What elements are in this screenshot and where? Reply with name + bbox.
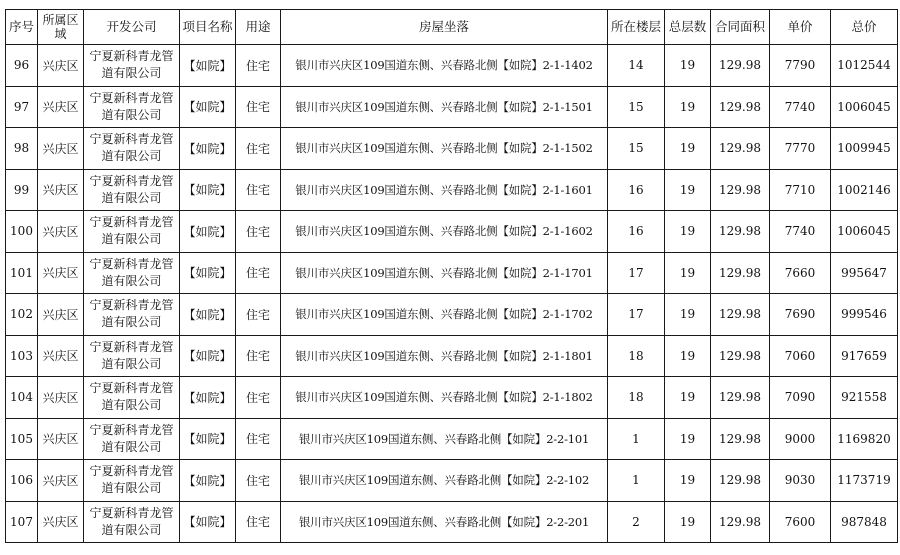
cell-total-floors: 19 — [665, 252, 711, 294]
cell-unit-price: 7740 — [770, 211, 831, 253]
cell-project: 【如院】 — [180, 86, 236, 128]
cell-project: 【如院】 — [180, 418, 236, 460]
cell-area: 129.98 — [711, 211, 770, 253]
cell-unit-price: 9030 — [770, 460, 831, 502]
cell-use: 住宅 — [236, 45, 281, 87]
cell-unit-price: 7600 — [770, 501, 831, 543]
cell-floor: 14 — [608, 45, 665, 87]
cell-district: 兴庆区 — [38, 45, 84, 87]
cell-unit-price: 7790 — [770, 45, 831, 87]
cell-floor: 18 — [608, 377, 665, 419]
cell-project: 【如院】 — [180, 45, 236, 87]
cell-no: 106 — [6, 460, 38, 502]
cell-total-floors: 19 — [665, 45, 711, 87]
cell-total-price: 1173719 — [831, 460, 898, 502]
cell-no: 101 — [6, 252, 38, 294]
housing-price-table — [5, 9, 898, 543]
cell-address: 银川市兴庆区109国道东侧、兴春路北侧【如院】2-2-102 — [281, 460, 608, 502]
cell-total-floors: 19 — [665, 294, 711, 336]
cell-address: 银川市兴庆区109国道东侧、兴春路北侧【如院】2-1-1702 — [281, 294, 608, 336]
cell-floor: 18 — [608, 335, 665, 377]
header-project: 项目名称 — [180, 10, 236, 45]
cell-unit-price: 7710 — [770, 169, 831, 211]
cell-no: 102 — [6, 294, 38, 336]
cell-no: 96 — [6, 45, 38, 87]
cell-use: 住宅 — [236, 377, 281, 419]
header-company: 开发公司 — [84, 10, 180, 45]
table-row — [6, 294, 898, 336]
cell-unit-price: 7660 — [770, 252, 831, 294]
table-row — [6, 377, 898, 419]
header-unit-price: 单价 — [770, 10, 831, 45]
cell-use: 住宅 — [236, 460, 281, 502]
cell-unit-price: 7060 — [770, 335, 831, 377]
cell-project: 【如院】 — [180, 294, 236, 336]
cell-district: 兴庆区 — [38, 377, 84, 419]
cell-project: 【如院】 — [180, 460, 236, 502]
cell-no: 103 — [6, 335, 38, 377]
cell-company: 宁夏新科青龙管道有限公司 — [84, 45, 180, 87]
cell-district: 兴庆区 — [38, 418, 84, 460]
cell-total-floors: 19 — [665, 128, 711, 170]
cell-company: 宁夏新科青龙管道有限公司 — [84, 418, 180, 460]
cell-area: 129.98 — [711, 335, 770, 377]
cell-area: 129.98 — [711, 377, 770, 419]
cell-company: 宁夏新科青龙管道有限公司 — [84, 169, 180, 211]
cell-use: 住宅 — [236, 128, 281, 170]
cell-area: 129.98 — [711, 501, 770, 543]
table-row — [6, 252, 898, 294]
cell-total-floors: 19 — [665, 169, 711, 211]
header-no: 序号 — [6, 10, 38, 45]
cell-company: 宁夏新科青龙管道有限公司 — [84, 377, 180, 419]
cell-total-price: 1012544 — [831, 45, 898, 87]
cell-address: 银川市兴庆区109国道东侧、兴春路北侧【如院】2-1-1502 — [281, 128, 608, 170]
cell-company: 宁夏新科青龙管道有限公司 — [84, 252, 180, 294]
cell-use: 住宅 — [236, 169, 281, 211]
table-row — [6, 418, 898, 460]
cell-project: 【如院】 — [180, 501, 236, 543]
cell-total-floors: 19 — [665, 335, 711, 377]
cell-total-floors: 19 — [665, 418, 711, 460]
cell-company: 宁夏新科青龙管道有限公司 — [84, 86, 180, 128]
cell-address: 银川市兴庆区109国道东侧、兴春路北侧【如院】2-2-101 — [281, 418, 608, 460]
cell-area: 129.98 — [711, 294, 770, 336]
header-area: 合同面积 — [711, 10, 770, 45]
cell-floor: 15 — [608, 128, 665, 170]
cell-no: 105 — [6, 418, 38, 460]
cell-unit-price: 7690 — [770, 294, 831, 336]
cell-area: 129.98 — [711, 169, 770, 211]
header-total-price: 总价 — [831, 10, 898, 45]
cell-unit-price: 7740 — [770, 86, 831, 128]
cell-use: 住宅 — [236, 294, 281, 336]
cell-no: 98 — [6, 128, 38, 170]
cell-project: 【如院】 — [180, 128, 236, 170]
cell-company: 宁夏新科青龙管道有限公司 — [84, 460, 180, 502]
cell-address: 银川市兴庆区109国道东侧、兴春路北侧【如院】2-1-1601 — [281, 169, 608, 211]
cell-total-floors: 19 — [665, 501, 711, 543]
cell-project: 【如院】 — [180, 169, 236, 211]
cell-address: 银川市兴庆区109国道东侧、兴春路北侧【如院】2-1-1602 — [281, 211, 608, 253]
cell-floor: 2 — [608, 501, 665, 543]
cell-floor: 1 — [608, 460, 665, 502]
cell-address: 银川市兴庆区109国道东侧、兴春路北侧【如院】2-2-201 — [281, 501, 608, 543]
cell-total-price: 1006045 — [831, 86, 898, 128]
cell-unit-price: 7770 — [770, 128, 831, 170]
cell-floor: 17 — [608, 294, 665, 336]
header-floor: 所在楼层 — [608, 10, 665, 45]
cell-area: 129.98 — [711, 252, 770, 294]
cell-use: 住宅 — [236, 418, 281, 460]
cell-unit-price: 9000 — [770, 418, 831, 460]
cell-address: 银川市兴庆区109国道东侧、兴春路北侧【如院】2-1-1701 — [281, 252, 608, 294]
table-row — [6, 501, 898, 543]
cell-address: 银川市兴庆区109国道东侧、兴春路北侧【如院】2-1-1802 — [281, 377, 608, 419]
header-district: 所属区域 — [38, 10, 84, 45]
cell-district: 兴庆区 — [38, 252, 84, 294]
table-body — [6, 45, 898, 543]
cell-total-price: 917659 — [831, 335, 898, 377]
table-row — [6, 335, 898, 377]
cell-district: 兴庆区 — [38, 460, 84, 502]
cell-company: 宁夏新科青龙管道有限公司 — [84, 211, 180, 253]
cell-area: 129.98 — [711, 86, 770, 128]
cell-floor: 16 — [608, 211, 665, 253]
cell-total-price: 1009945 — [831, 128, 898, 170]
table-row — [6, 460, 898, 502]
cell-company: 宁夏新科青龙管道有限公司 — [84, 501, 180, 543]
cell-project: 【如院】 — [180, 377, 236, 419]
cell-company: 宁夏新科青龙管道有限公司 — [84, 294, 180, 336]
cell-district: 兴庆区 — [38, 211, 84, 253]
cell-use: 住宅 — [236, 252, 281, 294]
header-address: 房屋坐落 — [281, 10, 608, 45]
header-use: 用途 — [236, 10, 281, 45]
table-header-row — [6, 10, 898, 45]
cell-area: 129.98 — [711, 460, 770, 502]
cell-no: 97 — [6, 86, 38, 128]
cell-floor: 15 — [608, 86, 665, 128]
table-container — [5, 9, 898, 543]
table-row — [6, 211, 898, 253]
cell-total-price: 987848 — [831, 501, 898, 543]
cell-district: 兴庆区 — [38, 169, 84, 211]
cell-total-price: 1002146 — [831, 169, 898, 211]
cell-floor: 17 — [608, 252, 665, 294]
cell-use: 住宅 — [236, 86, 281, 128]
cell-district: 兴庆区 — [38, 86, 84, 128]
cell-total-floors: 19 — [665, 377, 711, 419]
header-total-floors: 总层数 — [665, 10, 711, 45]
cell-district: 兴庆区 — [38, 294, 84, 336]
cell-company: 宁夏新科青龙管道有限公司 — [84, 335, 180, 377]
cell-project: 【如院】 — [180, 211, 236, 253]
cell-total-price: 999546 — [831, 294, 898, 336]
cell-total-price: 921558 — [831, 377, 898, 419]
cell-total-floors: 19 — [665, 211, 711, 253]
cell-address: 银川市兴庆区109国道东侧、兴春路北侧【如院】2-1-1402 — [281, 45, 608, 87]
cell-total-price: 1006045 — [831, 211, 898, 253]
table-row — [6, 45, 898, 87]
cell-project: 【如院】 — [180, 335, 236, 377]
cell-total-floors: 19 — [665, 460, 711, 502]
cell-district: 兴庆区 — [38, 335, 84, 377]
cell-project: 【如院】 — [180, 252, 236, 294]
cell-total-price: 995647 — [831, 252, 898, 294]
cell-no: 104 — [6, 377, 38, 419]
cell-district: 兴庆区 — [38, 128, 84, 170]
cell-district: 兴庆区 — [38, 501, 84, 543]
table-row — [6, 128, 898, 170]
cell-no: 100 — [6, 211, 38, 253]
cell-no: 99 — [6, 169, 38, 211]
table-row — [6, 169, 898, 211]
cell-use: 住宅 — [236, 211, 281, 253]
cell-address: 银川市兴庆区109国道东侧、兴春路北侧【如院】2-1-1801 — [281, 335, 608, 377]
cell-unit-price: 7090 — [770, 377, 831, 419]
cell-area: 129.98 — [711, 128, 770, 170]
table-row — [6, 86, 898, 128]
cell-total-floors: 19 — [665, 86, 711, 128]
cell-area: 129.98 — [711, 418, 770, 460]
cell-total-price: 1169820 — [831, 418, 898, 460]
cell-floor: 1 — [608, 418, 665, 460]
cell-use: 住宅 — [236, 501, 281, 543]
cell-company: 宁夏新科青龙管道有限公司 — [84, 128, 180, 170]
cell-use: 住宅 — [236, 335, 281, 377]
cell-address: 银川市兴庆区109国道东侧、兴春路北侧【如院】2-1-1501 — [281, 86, 608, 128]
cell-floor: 16 — [608, 169, 665, 211]
cell-no: 107 — [6, 501, 38, 543]
cell-area: 129.98 — [711, 45, 770, 87]
